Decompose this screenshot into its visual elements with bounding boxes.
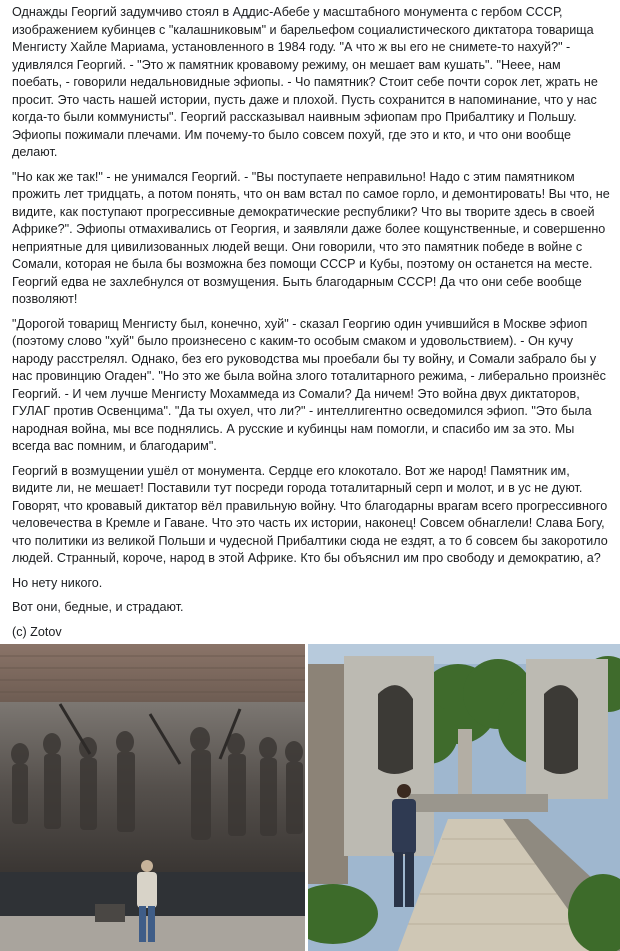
- post-paragraph-2: "Но как же так!" - не унимался Георгий. - "Вы поступаете неправильно! Надо с этим памятником прожить лет тридцать, а потом понять, что он вам встал по самое горло, и демонтировать! Вы что, не видите, как поступают прогрессивные демократические республики? Что вы творите здесь в своей Африке?". Эфиопы отмахивались от Георгия, и заявляли даже более кощунственные, и совершенно неприятные для цивилизованных людей вещи. Они говорили, что это памятник победе в войне с Сомали, которая не была бы возможна без помощи СССР и Кубы, поэтому он останется на месте. Георгий едва не захлебнулся от возмущения. Быть благодарным СССР! Да что они себе вообще позволяют!: [12, 169, 610, 306]
- post-paragraph-1: Однажды Георгий задумчиво стоял в Аддис-Абебе у масштабного монумента с гербом СССР, изображением кубинцев с "калашниковым" и барельефом социалистического диктатора товарища Менгисту Хайле Мариама, установленного в 1984 году. "А что ж вы его не снимете-то нахуй?" - удивлялся Георгий. - "Это ж памятник кровавому режиму, он мешает вам кушать". "Нееe, нам поебать, - говорили недальновидные эфиопы. - Чо памятник? Стоит себе почти сорок лет, жрать не просит. Это часть нашей истории, пусть даже и плохой. Пусть сохранится в напоминание, что у нас когда-то были коммунисты". Георгий рассказывал наивным эфиопам про Прибалтику и Польшу. Эфиопы пожимали плечами. Им почему-то было совсем похуй, где это и кто, и что они вообще делают.: [12, 5, 598, 159]
- post-paragraph-6: Вот они, бедные, и страдают.: [12, 600, 184, 614]
- post-paragraph-3: "Дорогой товарищ Менгисту был, конечно, хуй" - сказал Георгию один учившийся в Москве эфиоп (поэтому слово "хуй" было произнесено с каким-то особым смаком и удовольствием). - Он кучу народу расстрелял. Однако, без его руководства мы проебали бы ту войну, и Сомали забрало бы у нас провинцию Огаден". "Но это же была война злого тоталитарного режима, - либерально произнёс Георгий. - И чем лучше Менгисту Мохаммеда из Сомали? Да ничем! Это война двух диктаторов, ГУЛАГ против Освенцима". "Да ты охуел, что ли?" - интеллигентно осведомился эфиоп. "Это была народная война, мы все поднялись. А русские и кубинцы нам помогли, и спасибо им за это. Мы всегда вас помним, и благодарим".: [12, 316, 606, 453]
- photo-gallery: [0, 644, 620, 951]
- post-signature: (с) Zotov: [12, 624, 62, 639]
- post-text: [12, 4, 610, 648]
- post-paragraph-5: Но нету никого.: [12, 575, 103, 590]
- memorial-stelae-image: [308, 644, 620, 951]
- monument-relief-image: [0, 644, 305, 951]
- post-paragraph-4: Георгий в возмущении ушёл от монумента. Сердце его клокотало. Вот же народ! Памятник им, видите ли, не мешает! Поставили тут посреди города тоталитарный серп и молот, и в ус не дуют. Говорят, что кровавый диктатор вёл правильную войну. Что благодарны врагам всего прогрессивного человечества в Кремле и Гаване. Что это часть их истории, наконец! Совсем обнаглели! Слава Богу, что политики из великой Польши и чудесной Прибалтики сюда не ездят, а то б совсем бы закоротило людей. Странный, короче, народ в этой Африке. Кто бы объяснил им про свободу и демократию, а?: [12, 463, 608, 565]
- monument-relief-photo[interactable]: [0, 644, 305, 951]
- memorial-stelae-photo[interactable]: [308, 644, 620, 951]
